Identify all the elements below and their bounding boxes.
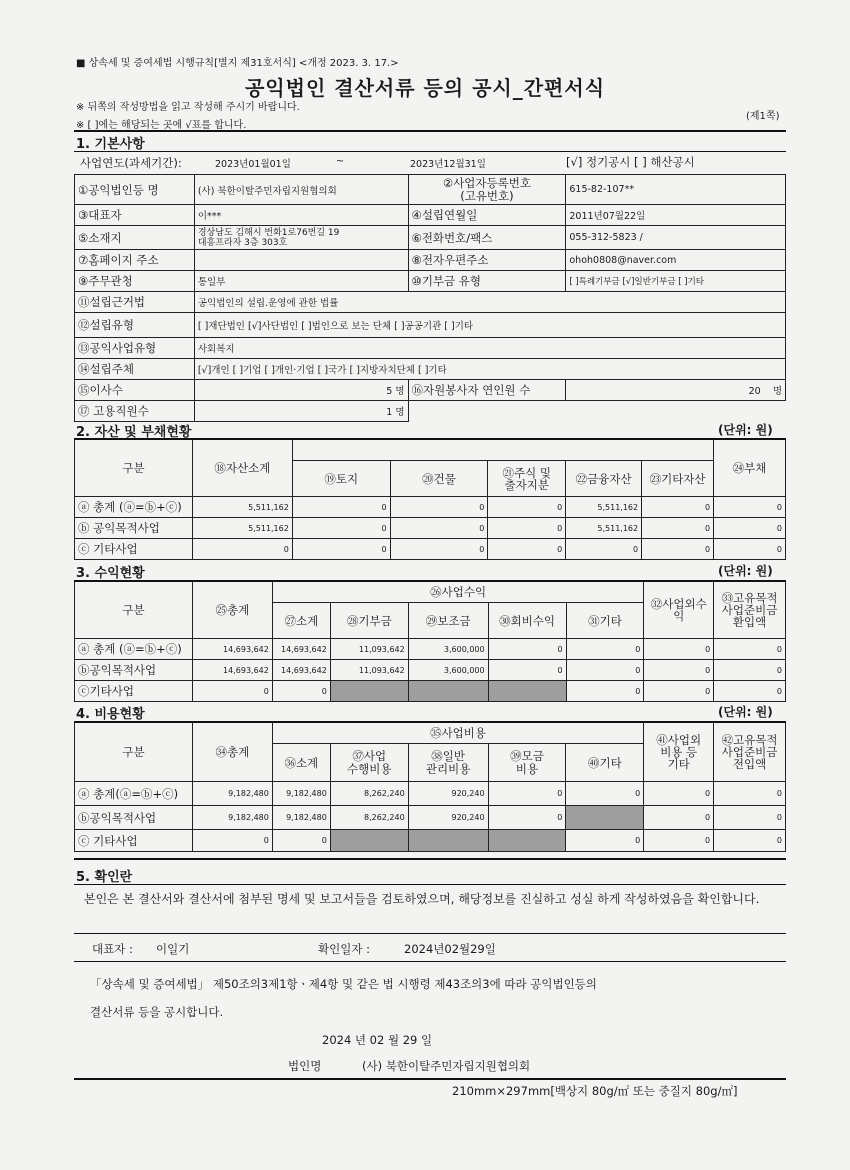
revenue-col-donation: ㉘기부금 (330, 603, 408, 639)
revenue-unit: (단위: 원) (718, 564, 773, 578)
cell: 5,511,162 (566, 497, 642, 518)
revenue-col-other: ㉛기타 (566, 603, 644, 639)
assets-row-other (75, 539, 786, 560)
shaded-cell (330, 830, 408, 852)
cell: 0 (390, 539, 488, 560)
period-tilde: ~ (336, 156, 344, 167)
period-label: 사업연도(과세기간): (80, 156, 182, 170)
cell: 0 (272, 830, 330, 852)
cell: 5,511,162 (566, 518, 642, 539)
cell: 0 (714, 497, 786, 518)
cell: 0 (390, 518, 488, 539)
cell: 14,693,642 (192, 660, 272, 681)
cell: 0 (566, 539, 642, 560)
page-label: (제1쪽) (746, 111, 780, 122)
row-label: ⓒ기타사업 (75, 681, 193, 702)
form-reference: ■ 상속세 및 증여세법 시행규칙[별지 제31호서식] <개정 2023. 3. 17.> (76, 58, 399, 69)
expense-table (74, 721, 786, 852)
section-basic-title: 1. 기본사항 (76, 137, 145, 152)
cell: 0 (714, 518, 786, 539)
expense-unit: (단위: 원) (718, 705, 773, 719)
address-label: ⑤소재지 (75, 226, 195, 250)
assets-col-debt: ㉔부채 (714, 439, 786, 497)
employees-label: ⑰ 고용직원수 (75, 401, 195, 422)
email-value: ohoh0808@naver.com (566, 250, 786, 271)
confirm-date-label: 확인일자 : (318, 942, 370, 956)
cell: 0 (488, 518, 566, 539)
cell: 0 (272, 681, 330, 702)
footer-corp-label: 법인명 (288, 1059, 322, 1073)
expense-row-public (75, 806, 786, 830)
confirm-rep-label: 대표자 : (92, 942, 133, 956)
shaded-cell (408, 681, 488, 702)
bizno-label: ②사업자등록번호 (고유번호) (408, 175, 566, 205)
cell: 0 (292, 497, 390, 518)
row-label: ⓑ공익목적사업 (75, 660, 193, 681)
row-label: ⓐ 총계(ⓐ=ⓑ+ⓒ) (75, 782, 193, 806)
revenue-col-subtotal: ㉗소계 (272, 603, 330, 639)
email-label: ⑧전자우편주소 (408, 250, 566, 271)
cell: 0 (566, 782, 644, 806)
cell: 0 (390, 497, 488, 518)
cell: 3,600,000 (408, 660, 488, 681)
corp-name-value: (사) 북한이탈주민자립지원협의회 (194, 175, 408, 205)
revenue-row-total (75, 639, 786, 660)
rep-label: ③대표자 (75, 205, 195, 226)
cell: 0 (644, 681, 714, 702)
biz-type-value: 사회복지 (194, 338, 785, 359)
cell: 0 (292, 518, 390, 539)
cell: 9,182,480 (272, 806, 330, 830)
revenue-row-public (75, 660, 786, 681)
cell: 8,262,240 (330, 782, 408, 806)
expense-col-non-op: ㊶사업외 비용 등 기타 (644, 722, 714, 782)
cell: 14,693,642 (272, 639, 330, 660)
phone-value: 055-312-5823 / (566, 226, 786, 250)
directors-value: 5 명 (194, 380, 408, 401)
cell: 0 (642, 539, 714, 560)
cell: 8,262,240 (330, 806, 408, 830)
cell: 9,182,480 (192, 806, 272, 830)
founder-value: [√]개인 [ ]기업 [ ]개인·기업 [ ]국가 [ ]지방자치단체 [ ]기타 (194, 359, 785, 380)
shaded-cell (488, 681, 566, 702)
cell: 0 (488, 639, 566, 660)
phone-label: ⑥전화번호/팩스 (408, 226, 566, 250)
expense-col-total: ㉞총계 (192, 722, 272, 782)
period-start: 2023년01월01일 (215, 159, 291, 170)
cell: 0 (642, 518, 714, 539)
expense-col-exec: ㊲사업 수행비용 (330, 744, 408, 782)
assets-col-other: ㉓기타자산 (642, 461, 714, 497)
est-type-label: ⑫설립유형 (75, 313, 195, 338)
expense-col-fund: ㊴모금 비용 (488, 744, 566, 782)
expense-col-admin: ㊳일반 관리비용 (408, 744, 488, 782)
cell: 0 (488, 660, 566, 681)
cell: 0 (488, 806, 566, 830)
cell: 0 (566, 660, 644, 681)
donation-type-value: [ ]특례기부금 [√]일반기부금 [ ]기타 (566, 271, 786, 292)
paper-spec: 210mm×297mm[백상지 80g/㎡ 또는 중질지 80g/㎡] (452, 1084, 738, 1098)
cell: 14,693,642 (272, 660, 330, 681)
cell: 0 (714, 782, 786, 806)
shaded-cell (566, 806, 644, 830)
cell: 0 (644, 660, 714, 681)
assets-col-gubun: 구분 (75, 439, 193, 497)
revenue-col-non-op: ㉜사업외수 익 (644, 581, 714, 639)
cell: 11,093,642 (330, 639, 408, 660)
cell: 0 (714, 830, 786, 852)
cell: 0 (714, 539, 786, 560)
founder-label: ⑭설립주체 (75, 359, 195, 380)
revenue-col-subsidy: ㉙보조금 (408, 603, 488, 639)
revenue-col-reserve: ㉝고유목적 사업준비금 환입액 (714, 581, 786, 639)
cell: 3,600,000 (408, 639, 488, 660)
cell: 0 (642, 497, 714, 518)
expense-col-other: ㊵기타 (566, 744, 644, 782)
cell: 920,240 (408, 782, 488, 806)
cell: 0 (644, 830, 714, 852)
expense-row-other (75, 830, 786, 852)
cell: 0 (566, 830, 644, 852)
bizno-value: 615-82-107** (566, 175, 786, 205)
cell: 0 (714, 639, 786, 660)
assets-row-total (75, 497, 786, 518)
cell: 14,693,642 (192, 639, 272, 660)
volunteers-unit: 명 (772, 386, 782, 397)
founded-label: ④설립연월일 (408, 205, 566, 226)
biz-type-label: ⑬공익사업유형 (75, 338, 195, 359)
law-statement-1: 「상속세 및 증여세법」 제50조의3제1항ㆍ제4항 및 같은 법 시행령 제43조의3에 따라 공익법인등의 (90, 977, 597, 991)
assets-col-stock: ㉑주식 및 출자지분 (488, 461, 566, 497)
homepage-label: ⑦홈페이지 주소 (75, 250, 195, 271)
expense-col-group: ㉟사업비용 (272, 722, 643, 744)
address-value: 경상남도 김해시 번화1로76번길 19 대흥프라자 3층 303호 (194, 226, 408, 250)
cell: 11,093,642 (330, 660, 408, 681)
expense-col-gubun: 구분 (75, 722, 193, 782)
authority-label: ⑨주무관청 (75, 271, 195, 292)
cell: 0 (566, 639, 644, 660)
cell: 0 (644, 782, 714, 806)
cell: 0 (292, 539, 390, 560)
confirm-date-value: 2024년02월29일 (404, 942, 496, 956)
law-value: 공익법인의 설립.운영에 관한 법률 (194, 292, 785, 313)
cell: 9,182,480 (272, 782, 330, 806)
confirm-statement: 본인은 본 결산서와 결산서에 첨부된 명세 및 보고서들을 검토하였으며, 해당정보를 진실하고 성실 하게 작성하였음을 확인합니다. (84, 892, 760, 906)
cell: 0 (192, 830, 272, 852)
cell: 0 (714, 660, 786, 681)
homepage-value (194, 250, 408, 271)
section-expense-title: 4. 비용현황 (76, 707, 145, 722)
row-label: ⓑ 공익목적사업 (75, 518, 193, 539)
assets-unit: (단위: 원) (718, 423, 773, 437)
shaded-cell (488, 830, 566, 852)
row-label: ⓐ 총계 (ⓐ=ⓑ+ⓒ) (75, 639, 193, 660)
section-revenue-title: 3. 수익현황 (76, 566, 145, 581)
cell: 0 (488, 539, 566, 560)
form-title: 공익법인 결산서류 등의 공시_간편서식 (245, 76, 606, 100)
row-label: ⓒ 기타사업 (75, 830, 193, 852)
employees-value: 1 명 (194, 401, 408, 422)
expense-row-total (75, 782, 786, 806)
footer-date: 2024 년 02 월 29 일 (322, 1033, 433, 1047)
assets-col-finance: ㉒금융자산 (566, 461, 642, 497)
assets-row-public (75, 518, 786, 539)
law-statement-2: 결산서류 등을 공시합니다. (90, 1005, 224, 1019)
revenue-col-gubun: 구분 (75, 581, 193, 639)
shaded-cell (408, 830, 488, 852)
row-label: ⓑ공익목적사업 (75, 806, 193, 830)
law-label: ⑪설립근거법 (75, 292, 195, 313)
cell: 5,511,162 (192, 518, 292, 539)
cell: 0 (566, 681, 644, 702)
cell: 0 (714, 681, 786, 702)
expense-col-reserve: ㊷고유목적 사업준비금 전입액 (714, 722, 786, 782)
directors-label: ⑮이사수 (75, 380, 195, 401)
assets-table (74, 438, 786, 560)
revenue-col-total: ㉕총계 (192, 581, 272, 639)
period-end: 2023년12월31일 (410, 159, 486, 170)
instruction-note-2: ※ [ ]에는 해당되는 곳에 √표를 합니다. (76, 120, 247, 131)
founded-value: 2011년07월22일 (566, 205, 786, 226)
cell: 5,511,162 (192, 497, 292, 518)
revenue-table (74, 580, 786, 702)
corp-name-label: ①공익법인등 명 (75, 175, 195, 205)
assets-col-total: ⑱자산소계 (192, 439, 292, 497)
authority-value: 통일부 (194, 271, 408, 292)
assets-col-land: ⑲토지 (292, 461, 390, 497)
cell: 0 (488, 782, 566, 806)
basic-info-table (74, 174, 786, 422)
revenue-col-group: ㉖사업수익 (272, 581, 644, 603)
row-label: ⓒ 기타사업 (75, 539, 193, 560)
section-confirm-title: 5. 확인란 (76, 870, 133, 885)
cell: 0 (488, 497, 566, 518)
cell: 0 (192, 681, 272, 702)
disclosure-type: [√] 정기공시 [ ] 해산공시 (566, 155, 695, 169)
expense-col-subtotal: ㊱소계 (272, 744, 330, 782)
cell: 0 (644, 806, 714, 830)
cell: 0 (192, 539, 292, 560)
cell: 920,240 (408, 806, 488, 830)
row-label: ⓐ 총계 (ⓐ=ⓑ+ⓒ) (75, 497, 193, 518)
instruction-note-1: ※ 뒤쪽의 작성방법을 읽고 작성해 주시기 바랍니다. (76, 102, 300, 113)
assets-col-building: ⑳건물 (390, 461, 488, 497)
shaded-cell (330, 681, 408, 702)
cell: 9,182,480 (192, 782, 272, 806)
revenue-row-other (75, 681, 786, 702)
est-type-value: [ ]재단법인 [√]사단법인 [ ]법인으로 보는 단체 [ ]공공기관 [ ]기타 (194, 313, 785, 338)
volunteers-value: 20 (748, 386, 761, 397)
confirm-rep-name: 이일기 (156, 942, 190, 956)
section-assets-title: 2. 자산 및 부채현황 (76, 425, 192, 440)
cell: 0 (644, 639, 714, 660)
cell: 0 (714, 806, 786, 830)
revenue-col-fee: ㉚회비수익 (488, 603, 566, 639)
donation-type-label: ⑩기부금 유형 (408, 271, 566, 292)
volunteers-label: ⑯자원봉사자 연인원 수 (408, 380, 566, 401)
rep-value: 이*** (194, 205, 408, 226)
footer-corp-name: (사) 북한이탈주민자립지원협의회 (362, 1059, 531, 1073)
